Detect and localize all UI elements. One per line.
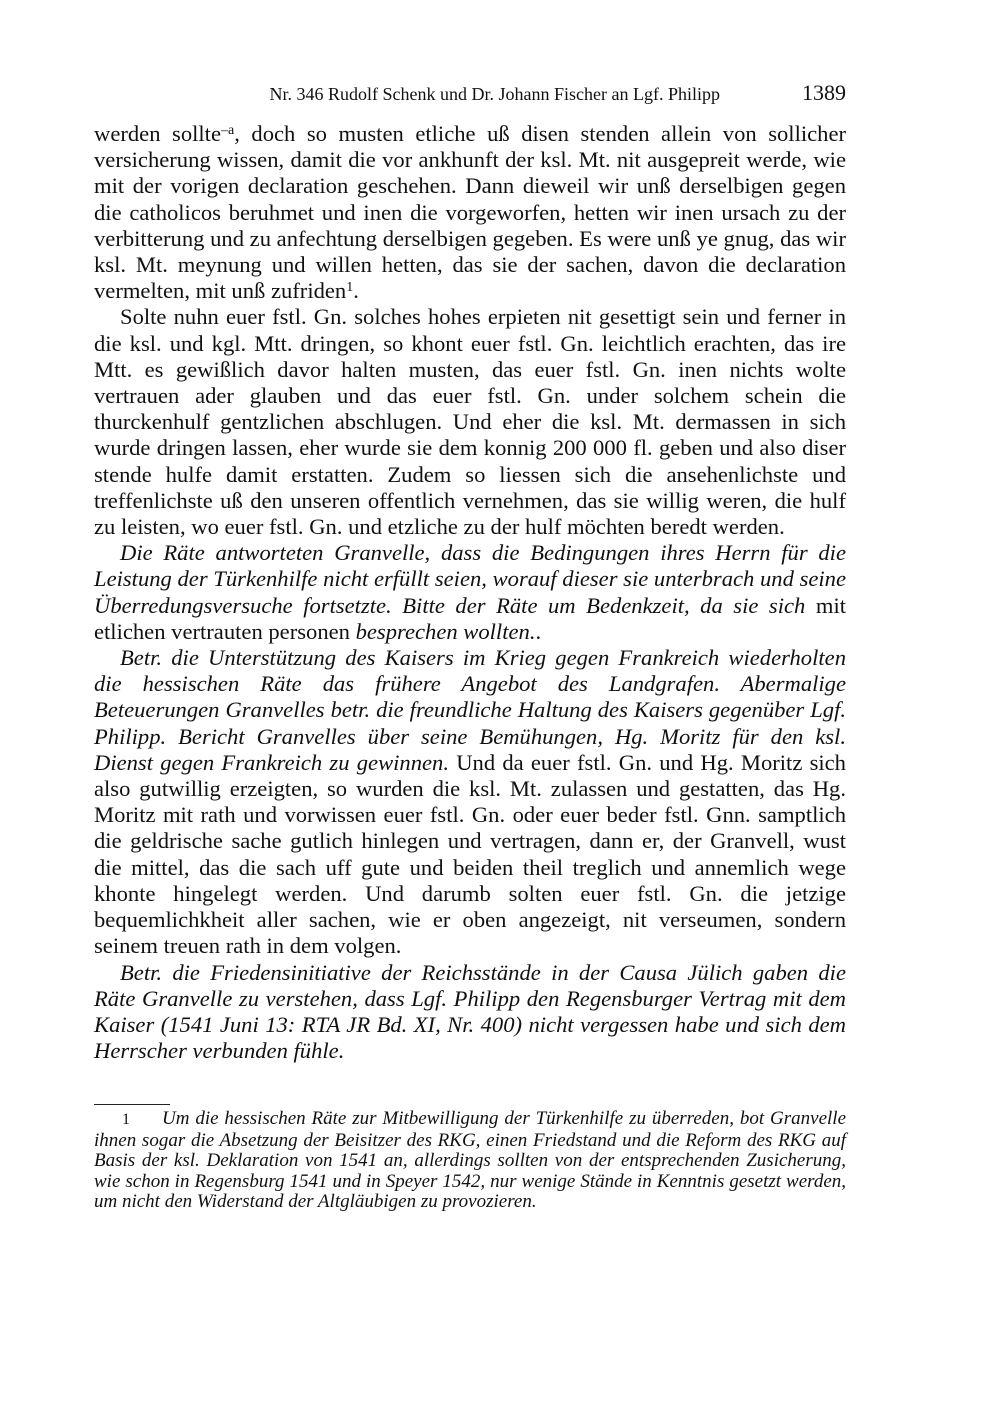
quoted-text-2: Und da euer fstl. Gn. und Hg. Moritz sich also gutwillig erzeigten, so wurden die ksl. Mt. zulassen und gestatten, das Hg. Moritz mit rath und vorwissen euer fstl. Gn. oder euer beder fstl. Gnn. samptlich die geldrische sache gutlich hinlegen und vertragen, dann er, der Granvell, wust die mittel, das die sach uff gute und beiden theil treglich und annemlich wege khonte hingelegt werden. Und darumb solten euer fstl. Gn. die jetzige bequemlichkheit aller sachen, wie er oben angezeigt, nit verseumen, sondern seinem treuen rath in dem volgen. [94,749,846,959]
paragraph-1-end: . [353,278,359,304]
footnote-ref-1[interactable]: 1 [346,280,354,296]
paragraph-5 [94,960,846,1065]
main-text [94,121,846,1064]
editorial-summary-3: Betr. die Friedensinitiative der Reichsstände in der Causa Jülich gaben die Räte Granvelle zu verstehen, dass Lgf. Philipp den Regensburger Vertrag mit dem Kaiser (1541 Juni 13: RTA JR Bd. XI, Nr. 400) nicht vergessen habe und sich dem Herrscher verbunden fühle. [94,959,846,1064]
running-title: Nr. 346 Rudolf Schenk und Dr. Johann Fischer an Lgf. Philipp [269,84,720,104]
paragraph-1-text-cont: , doch so musten etliche uß disen stenden allein von sollicher versicherung wissen, damit die vor ankhunft der ksl. Mt. nit ausgepreit werde, wie mit der vorigen declaration geschehen. Dann dieweil wir unß derselbigen gegen die catholicos beruhmet und inen die vorgeworfen, hetten wir inen ursach zu der verbitterung und zu anfechtung derselbigen gegeben. Es were unß ye gnug, das wir ksl. Mt. meynung und willen hetten, das sie der sachen, davon die declaration vermelten, mit unß zufriden [94,121,847,304]
paragraph-1 [94,121,846,304]
editorial-summary: Die Räte antworteten Granvelle, dass die Bedingungen ihres Herrn für die Leistung der Türkenhilfe nicht erfüllt seien, worauf dieser sie unterbrach und seine Überredungsversuche fortsetzte. Bitte der Räte um Bedenkzeit, da sie sich [94,540,846,618]
footnote-number: 1 [122,1111,130,1128]
paragraph-3-end: . [535,618,542,644]
quoted-text: mit etlichen vertrauten personen [94,592,847,644]
running-header [94,78,846,110]
textual-note-marker: –a [221,123,235,138]
paragraph-2: Solte nuhn euer fstl. Gn. solches hohes erpieten nit gesettigt sein und ferner in die ksl. und kgl. Mtt. dringen, so khont euer fstl. Gn. leichtlich erachten, das ire Mtt. es gewißlich davor halten musten, das euer fstl. Gn. inen nichts wolte vertrauen ader glauben und das euer fstl. Gn. under solchem schein die thurckenhulf gentzlichen abschlugen. Und eher die ksl. Mt. dermassen in sich wurde dringen lassen, eher wurde sie dem konnig 200 000 fl. geben und also diser stende hulfe damit erstatten. Zudem so liessen sich die ansehenlichste und treffenlichste uß den unseren offentlich vernehmen, das sie willig weren, die hulf zu leisten, wo euer fstl. Gn. und etzliche zu der hulf möchten beredt werden. [94,304,846,540]
page-number: 1389 [802,80,846,105]
editorial-summary-end: besprechen wollten. [355,618,536,644]
editorial-summary-2: Betr. die Unterstützung des Kaisers im Krieg gegen Frankreich wiederholten die hessischen Räte das frühere Angebot des Landgrafen. Abermalige Beteuerungen Granvelles betr. die freundliche Haltung des Kaisers gegenüber Lgf. Philipp. Bericht Granvelles über seine Bemühungen, Hg. Moritz für den ksl. Dienst gegen Frankreich zu gewinnen. [94,645,846,775]
footnote-divider [94,1104,170,1105]
footnote-1 [94,1109,846,1213]
footnote-text: Um die hessischen Räte zur Mitbewilligung der Türkenhilfe zu überreden, bot Granvelle ihnen sogar die Absetzung der Beisitzer des RKG, einen Friedstand und die Reform des RKG auf Basis der ksl. Deklaration von 1541 an, allerdings sollten von der entsprechenden Zusicherung, wie schon in Regensburg 1541 und in Speyer 1542, nur wenige Stände in Kenntnis gesetzt werden, um nicht den Widerstand der Altgläubigen zu provozieren. [94,1108,846,1213]
paragraph-4 [94,645,846,959]
paragraph-3 [94,540,846,645]
paragraph-1-text: werden sollte [94,121,221,146]
